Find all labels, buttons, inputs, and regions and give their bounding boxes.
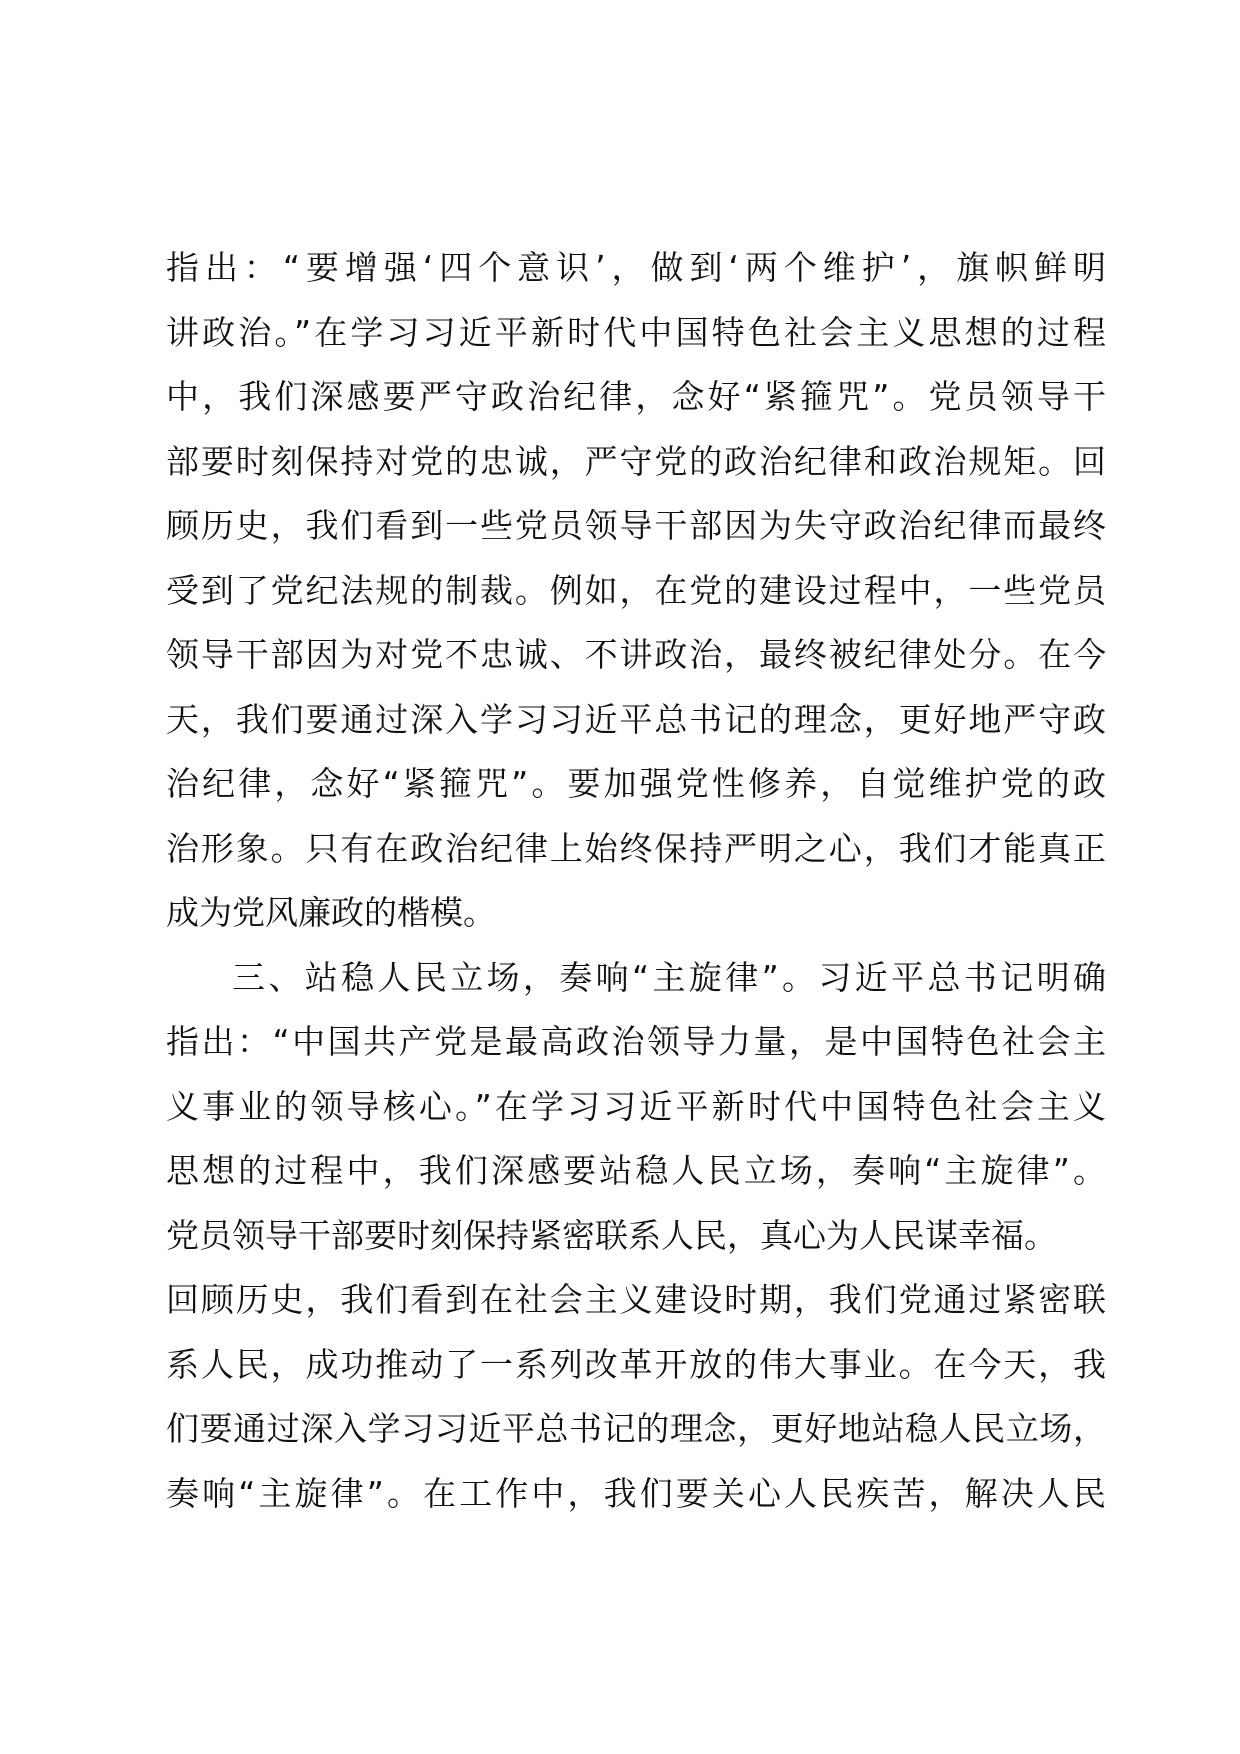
- text-line-18: 系人民，成功推动了一系列改革开放的伟大事业。在今天，我: [166, 1344, 1106, 1384]
- text-line-10: 治形象。只有在政治纪律上始终保持严明之心，我们才能真正: [166, 828, 1106, 868]
- text-line-19: 们要通过深入学习习近平总书记的理念，更好地站稳人民立场，: [166, 1409, 1106, 1448]
- text-line-4: 部要时刻保持对党的忠诚，严守党的政治纪律和政治规矩。回: [166, 441, 1106, 481]
- text-line-6: 受到了党纪法规的制裁。例如，在党的建设过程中，一些党员: [166, 570, 1106, 610]
- text-line-17: 回顾历史，我们看到在社会主义建设时期，我们党通过紧密联: [166, 1280, 1106, 1319]
- text-line-9: 治纪律，念好“紧箍咒”。要加强党性修养，自觉维护党的政: [166, 764, 1106, 803]
- text-line-5: 顾历史，我们看到一些党员领导干部因为失守政治纪律而最终: [166, 506, 1106, 545]
- text-line-2: 讲政治。”在学习习近平新时代中国特色社会主义思想的过程: [166, 312, 1106, 352]
- text-line-7: 领导干部因为对党不忠诚、不讲政治，最终被纪律处分。在今: [166, 635, 1106, 674]
- text-line-11: 成为党风廉政的楷模。: [166, 893, 496, 932]
- text-line-8: 天，我们要通过深入学习习近平总书记的理念，更好地严守政: [166, 699, 1106, 739]
- text-line-14: 义事业的领导核心。”在学习习近平新时代中国特色社会主义: [166, 1086, 1106, 1126]
- text-line-15: 思想的过程中，我们深感要站稳人民立场，奏响“主旋律”。: [166, 1151, 1106, 1190]
- text-line-16: 党员领导干部要时刻保持紧密联系人民，真心为人民谋幸福。: [166, 1215, 1057, 1255]
- text-line-3: 中，我们深感要严守政治纪律，念好“紧箍咒”。党员领导干: [166, 377, 1106, 416]
- text-line-20: 奏响“主旋律”。在工作中，我们要关心人民疾苦，解决人民: [166, 1473, 1106, 1513]
- section-heading-line: 三、站稳人民立场，奏响“主旋律”。习近平总书记明确: [232, 957, 1106, 997]
- body-text: [166, 236, 1106, 1526]
- text-line-13: 指出：“中国共产党是最高政治领导力量，是中国特色社会主: [166, 1022, 1106, 1061]
- text-line-1: 指出：“要增强‘四个意识’，做到‘两个维护’，旗帜鲜明: [166, 248, 1106, 287]
